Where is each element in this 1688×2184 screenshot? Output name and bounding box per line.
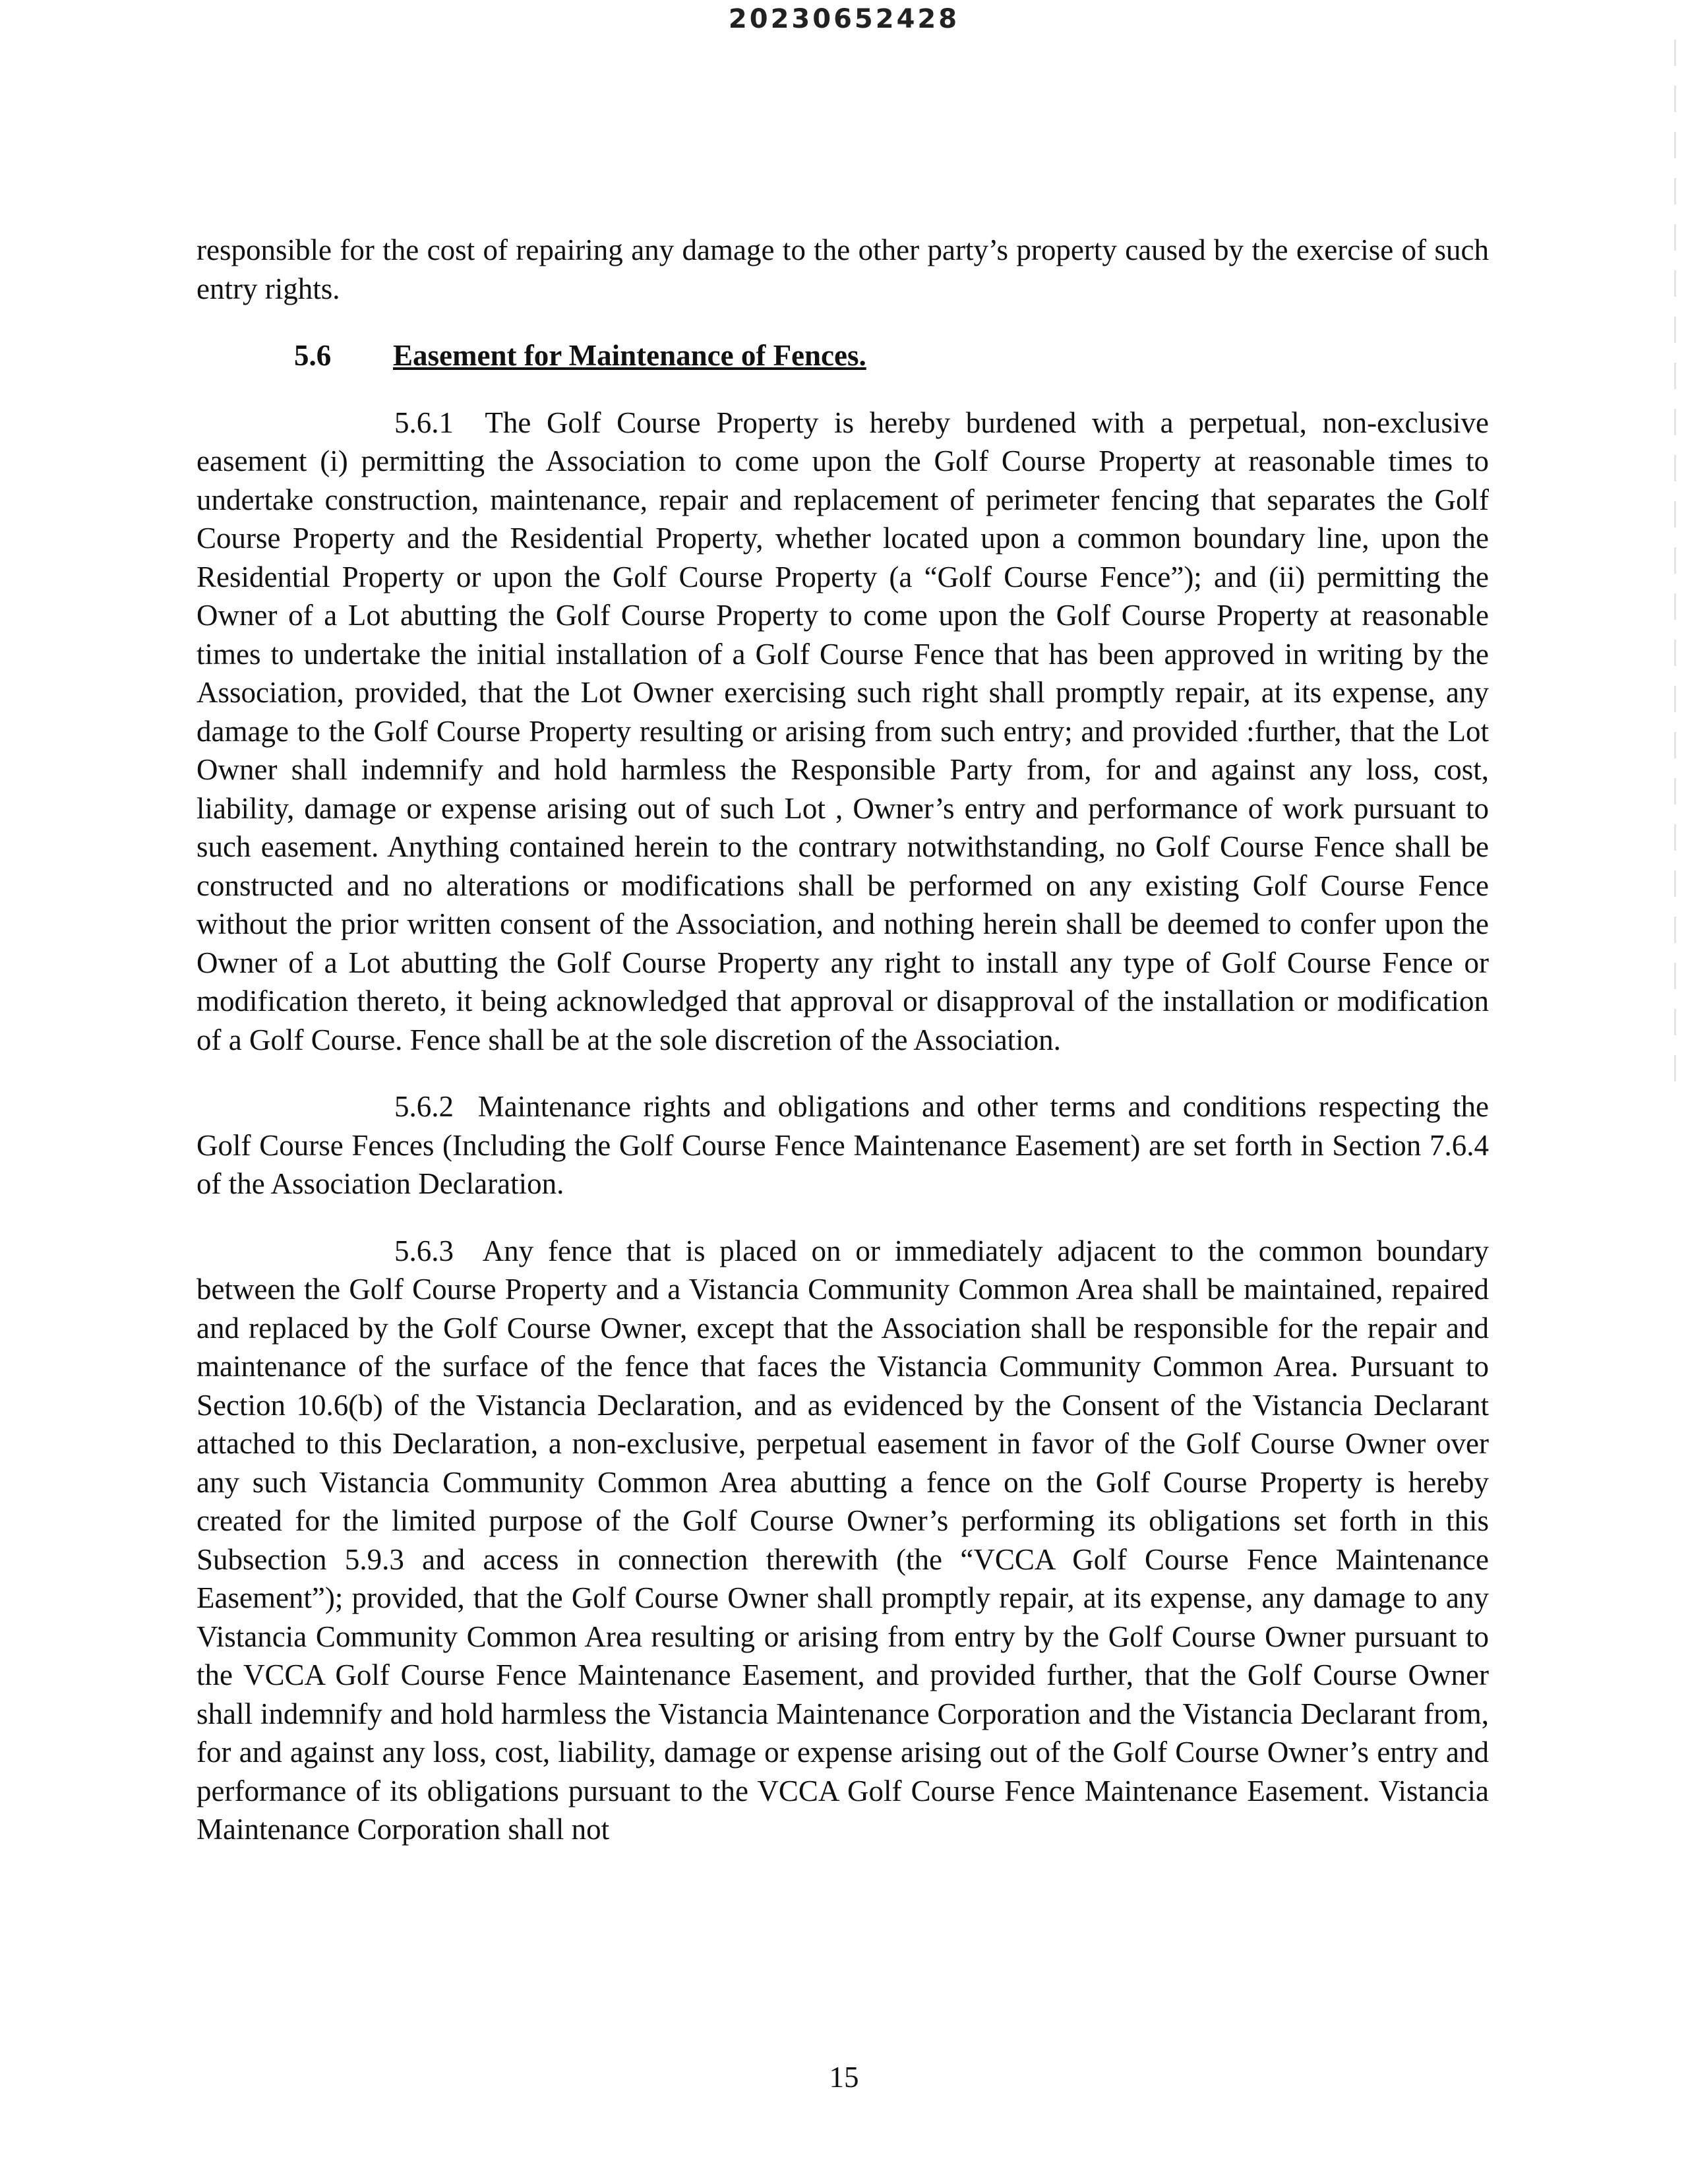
section-number: 5.6 bbox=[294, 339, 332, 372]
subsection-5-6-2 bbox=[196, 1087, 1489, 1203]
subsection-text: Maintenance rights and obligations and other terms and conditions respecting the Golf Course Fences (Including the Golf Course Fence Maintenance Easement) are set forth in Section 7.6.4 of the Association Declaration. bbox=[196, 1090, 1489, 1200]
subsection-text: The Golf Course Property is hereby burdened with a perpetual, non-exclusive easement (i) permitting the Association to come upon the Golf Course Property at reasonable times to undertake construction, maintenance, repair and replacement of perimeter fencing that separates the Golf Course Property and the Residential Property, whether located upon a common boundary line, upon the Residential Property or upon the Golf Course Property (a “Golf Course Fence”); and (ii) permitting the Owner of a Lot abutting the Golf Course Property to come upon the Golf Course Property at reasonable times to undertake the initial installation of a Golf Course Fence that has been approved in writing by the Association, provided, that the Lot Owner exercising such right shall promptly repair, at its expense, any damage to the Golf Course Property resulting or arising from such entry; and provided :further, that the Lot Owner shall indemnify and hold harmless the Responsible Party from, for and against any loss, cost, liability, damage or expense arising out of such Lot , Owner’s entry and performance of work pursuant to such easement. Anything contained herein to the contrary notwithstanding, no Golf Course Fence shall be constructed and no alterations or modifications shall be performed on any existing Golf Course Fence without the prior written consent of the Association, and nothing herein shall be deemed to confer upon the Owner of a Lot abutting the Golf Course Property any right to install any type of Golf Course Fence or modification thereto, it being acknowledged that approval or disapproval of the installation or modification of a Golf Course. Fence shall be at the sole discretion of the Association. bbox=[196, 406, 1489, 1056]
subsection-number: 5.6.1 bbox=[394, 406, 454, 439]
continuation-paragraph: responsible for the cost of repairing any damage to the other party’s property caused by the exercise of such entry rights. bbox=[196, 233, 1489, 305]
section-heading bbox=[294, 336, 1489, 375]
subsection-5-6-3 bbox=[196, 1232, 1489, 1849]
subsection-number: 5.6.3 bbox=[394, 1234, 454, 1267]
scan-edge-artifact bbox=[1674, 40, 1676, 1095]
page-number: 15 bbox=[829, 2061, 859, 2094]
document-body bbox=[196, 231, 1489, 1877]
subsection-number: 5.6.2 bbox=[394, 1090, 454, 1123]
section-title: Easement for Maintenance of Fences. bbox=[393, 339, 866, 372]
subsection-5-6-1 bbox=[196, 404, 1489, 1060]
document-number: 20230652428 bbox=[728, 4, 960, 34]
subsection-text: Any fence that is placed on or immediately adjacent to the common boundary between the Golf Course Property and a Vistancia Community Common Area shall be maintained, repaired and replaced by the Golf Course Owner, except that the Association shall be responsible for the repair and maintenance of the surface of the fence that faces the Vistancia Community Common Area. Pursuant to Section 10.6(b) of the Vistancia Declaration, and as evidenced by the Consent of the Vistancia Declarant attached to this Declaration, a non-exclusive, perpetual easement in favor of the Golf Course Owner over any such Vistancia Community Common Area abutting a fence on the Golf Course Property is hereby created for the limited purpose of the Golf Course Owner’s performing its obligations set forth in this Subsection 5.9.3 and access in connection therewith (the “VCCA Golf Course Fence Maintenance Easement”); provided, that the Golf Course Owner shall promptly repair, at its expense, any damage to any Vistancia Community Common Area resulting or arising from entry by the Golf Course Owner pursuant to the VCCA Golf Course Fence Maintenance Easement, and provided further, that the Golf Course Owner shall indemnify and hold harmless the Vistancia Maintenance Corporation and the Vistancia Declarant from, for and against any loss, cost, liability, damage or expense arising out of the Golf Course Owner’s entry and performance of its obligations pursuant to the VCCA Golf Course Fence Maintenance Easement. Vistancia Maintenance Corporation shall not bbox=[196, 1234, 1489, 1846]
